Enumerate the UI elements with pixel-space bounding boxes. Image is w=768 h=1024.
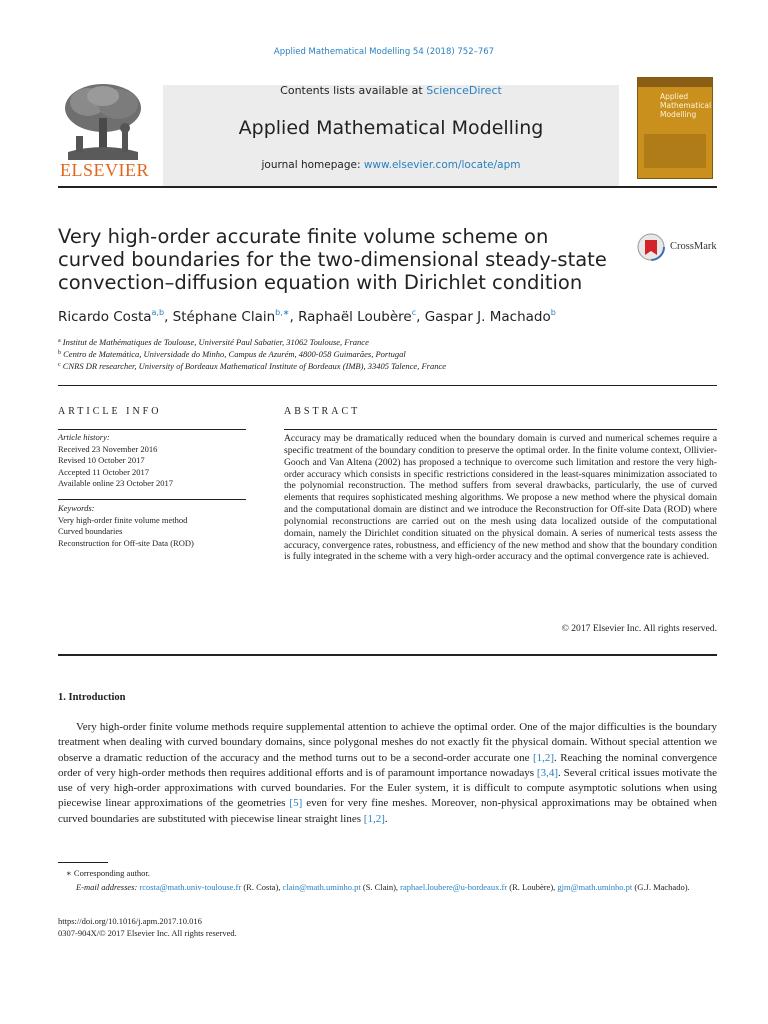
- affiliation-text: Centro de Matemática, Universidade do Minho, Campus de Azurém, 4800-058 Guimarães, Portugal: [63, 349, 406, 359]
- email-link[interactable]: rcosta@math.univ-toulouse.fr: [139, 882, 242, 892]
- abstract-rule: [284, 429, 717, 430]
- intro-text: . Reaching the nominal convergence order of very high-order methods then requires additional efforts and is of paramount importance nowadays: [58, 751, 717, 779]
- cover-title-line1: Applied: [660, 92, 689, 101]
- footnote-rule: [58, 862, 108, 863]
- keyword: Very high-order finite volume method: [58, 514, 188, 525]
- keywords-label: Keywords:: [58, 503, 95, 513]
- author-affil-mark[interactable]: b,∗: [275, 308, 290, 317]
- contents-prefix: Contents lists available at: [280, 84, 427, 97]
- affiliation-mark: a: [58, 338, 61, 344]
- history-label: Article history:: [58, 432, 110, 442]
- affiliation-text: CNRS DR researcher, University of Bordeaux Mathematical Institute of Bordeaux (IMB), 33405 Talence, France: [62, 361, 447, 371]
- email-label: E-mail addresses:: [76, 882, 140, 892]
- author-affil-mark[interactable]: a,b: [151, 308, 165, 317]
- article-info-heading: ARTICLE INFO: [58, 406, 162, 417]
- intro-text: .: [384, 812, 388, 825]
- affiliation-text: Institut de Mathématiques de Toulouse, Université Paul Sabatier, 31062 Toulouse, France: [62, 337, 369, 347]
- homepage-line: [163, 159, 619, 171]
- email-owner: (S. Clain),: [360, 882, 401, 892]
- abstract-heading: ABSTRACT: [284, 406, 361, 417]
- keywords-rule: [58, 499, 246, 500]
- affiliation-mark: b: [58, 350, 61, 356]
- email-link[interactable]: gjm@math.uminho.pt: [557, 882, 633, 892]
- reference-link[interactable]: [1,2]: [532, 751, 555, 764]
- journal-name: Applied Mathematical Modelling: [238, 117, 544, 139]
- author-name[interactable]: Raphaël Loubère: [298, 309, 412, 325]
- abstract-copyright: © 2017 Elsevier Inc. All rights reserved.: [561, 623, 717, 634]
- article-title: Very high-order accurate finite volume scheme on curved boundaries for the two-dimensional steady-state convection–diffusion equation with Dirichlet condition: [58, 225, 607, 294]
- email-owner: (R. Costa),: [241, 882, 283, 892]
- cover-title-line2: Mathematical: [660, 101, 712, 110]
- email-link[interactable]: raphael.loubere@u-bordeaux.fr: [400, 882, 508, 892]
- affiliation: [58, 349, 718, 359]
- keyword: Curved boundaries: [58, 526, 123, 536]
- contents-line: [163, 84, 619, 97]
- email-owner: (R. Loubère),: [507, 882, 558, 892]
- article-history: [58, 432, 248, 490]
- crossmark-label: CrossMark: [670, 241, 717, 252]
- author-affil-mark[interactable]: c: [411, 308, 417, 317]
- abstract-divider: [58, 654, 717, 656]
- journal-cover: [637, 77, 713, 179]
- doi-link[interactable]: https://doi.org/10.1016/j.apm.2017.10.016: [58, 916, 202, 926]
- reference-link[interactable]: [3,4]: [536, 766, 558, 779]
- email-addresses: [58, 881, 717, 893]
- corresponding-author-note: ∗ Corresponding author.: [66, 868, 150, 878]
- intro-text: . Several critical issues motivate the use of very high-order approximations with curved boundaries. For the Euler system, it is difficult to compute asymptotic solutions when using piecewise linear approximations of the geometries: [58, 766, 717, 810]
- author-affil-mark[interactable]: b: [550, 308, 556, 317]
- elsevier-wordmark: ELSEVIER: [60, 160, 149, 180]
- cover-title-line3: Modelling: [660, 110, 697, 119]
- email-link[interactable]: clain@math.uminho.pt: [282, 882, 361, 892]
- article-info-rule: [58, 429, 246, 430]
- homepage-prefix: journal homepage:: [261, 159, 364, 171]
- author-name[interactable]: Gaspar J. Machado: [424, 309, 551, 325]
- elsevier-tree-logo: [58, 82, 148, 160]
- history-entry: Available online 23 October 2017: [58, 478, 174, 488]
- history-entry: Revised 10 October 2017: [58, 455, 145, 465]
- homepage-link[interactable]: www.elsevier.com/locate/apm: [363, 159, 521, 171]
- crossmark-icon[interactable]: [637, 233, 665, 261]
- author-name[interactable]: Stéphane Clain: [172, 309, 276, 325]
- abstract-text: Accuracy may be dramatically reduced when the boundary domain is curved and numerical schemes require a specific treatment of the boundary condition to preserve the optimal order. In the finite volume context, Ollivier-Gooch and Van Altena (2002) has proposed a technique to overcome such limitation and restore the very high-order accuracy which consists in specific restrictions considered in the least-squares minimization associated to the polynomial reconstruction. The method suffers from several drawbacks, particularly, the use of curved elements that requires sophisticated meshing algorithms. We propose a new method where the physical domain and the computational domain are distinct and we introduce the Reconstruction for Off-site Data (ROD) where polynomial reconstructions are carried out on the mesh using data localized outside of the computational domain, namely the Dirichlet condition situated on the physical domain. A series of numerical tests assess the accuracy, convergence rates, robustness, and efficiency of the new method and show that the boundary condition is fully integrated in the scheme with a very high-order accuracy and the optimal convergence rate is achieved.: [284, 433, 717, 563]
- journal-citation[interactable]: Applied Mathematical Modelling 54 (2018) 752–767: [273, 47, 495, 57]
- reference-link[interactable]: [5]: [289, 797, 303, 810]
- history-entry: Accepted 11 October 2017: [58, 466, 150, 477]
- keywords: [58, 503, 248, 549]
- sciencedirect-link[interactable]: ScienceDirect: [426, 84, 502, 97]
- intro-text: Very high-order finite volume methods require supplemental attention to achieve the optimal order. One of the major difficulties is the boundary treatment when dealing with curved boundary domains, since polygonal meshes do not exactly fit the physical domain. Without special attention we observe a dramatic reduction of the accuracy and the method turns out to be a second-order accurate one: [58, 721, 717, 764]
- issn-line: 0307-904X/© 2017 Elsevier Inc. All rights reserved.: [58, 928, 237, 938]
- affiliation-mark: c: [58, 362, 61, 368]
- author-list: Ricardo Costa$^{a,b}$, Stéphane Clain$^{b,∗}$, Raphaël Loubère$^c$, Gaspar J. Machado$^b$: [58, 308, 556, 325]
- reference-link[interactable]: [1,2]: [363, 812, 385, 825]
- affiliation: [58, 337, 718, 347]
- introduction-paragraph: [58, 720, 717, 827]
- email-owner: (G.J. Machado).: [632, 882, 690, 892]
- affiliations-divider: [58, 385, 717, 386]
- author-name[interactable]: Ricardo Costa: [58, 309, 152, 325]
- affiliation: [58, 361, 718, 371]
- keyword: Reconstruction for Off-site Data (ROD): [58, 537, 194, 548]
- intro-text: even for very fine meshes. Moreover, non-physical approximations may be obtained when curved boundaries are substituted with piecewise linear straight lines: [58, 797, 717, 825]
- section-heading-introduction: 1. Introduction: [58, 692, 126, 703]
- header-divider: [58, 186, 717, 188]
- history-entry: Received 23 November 2016: [58, 443, 158, 454]
